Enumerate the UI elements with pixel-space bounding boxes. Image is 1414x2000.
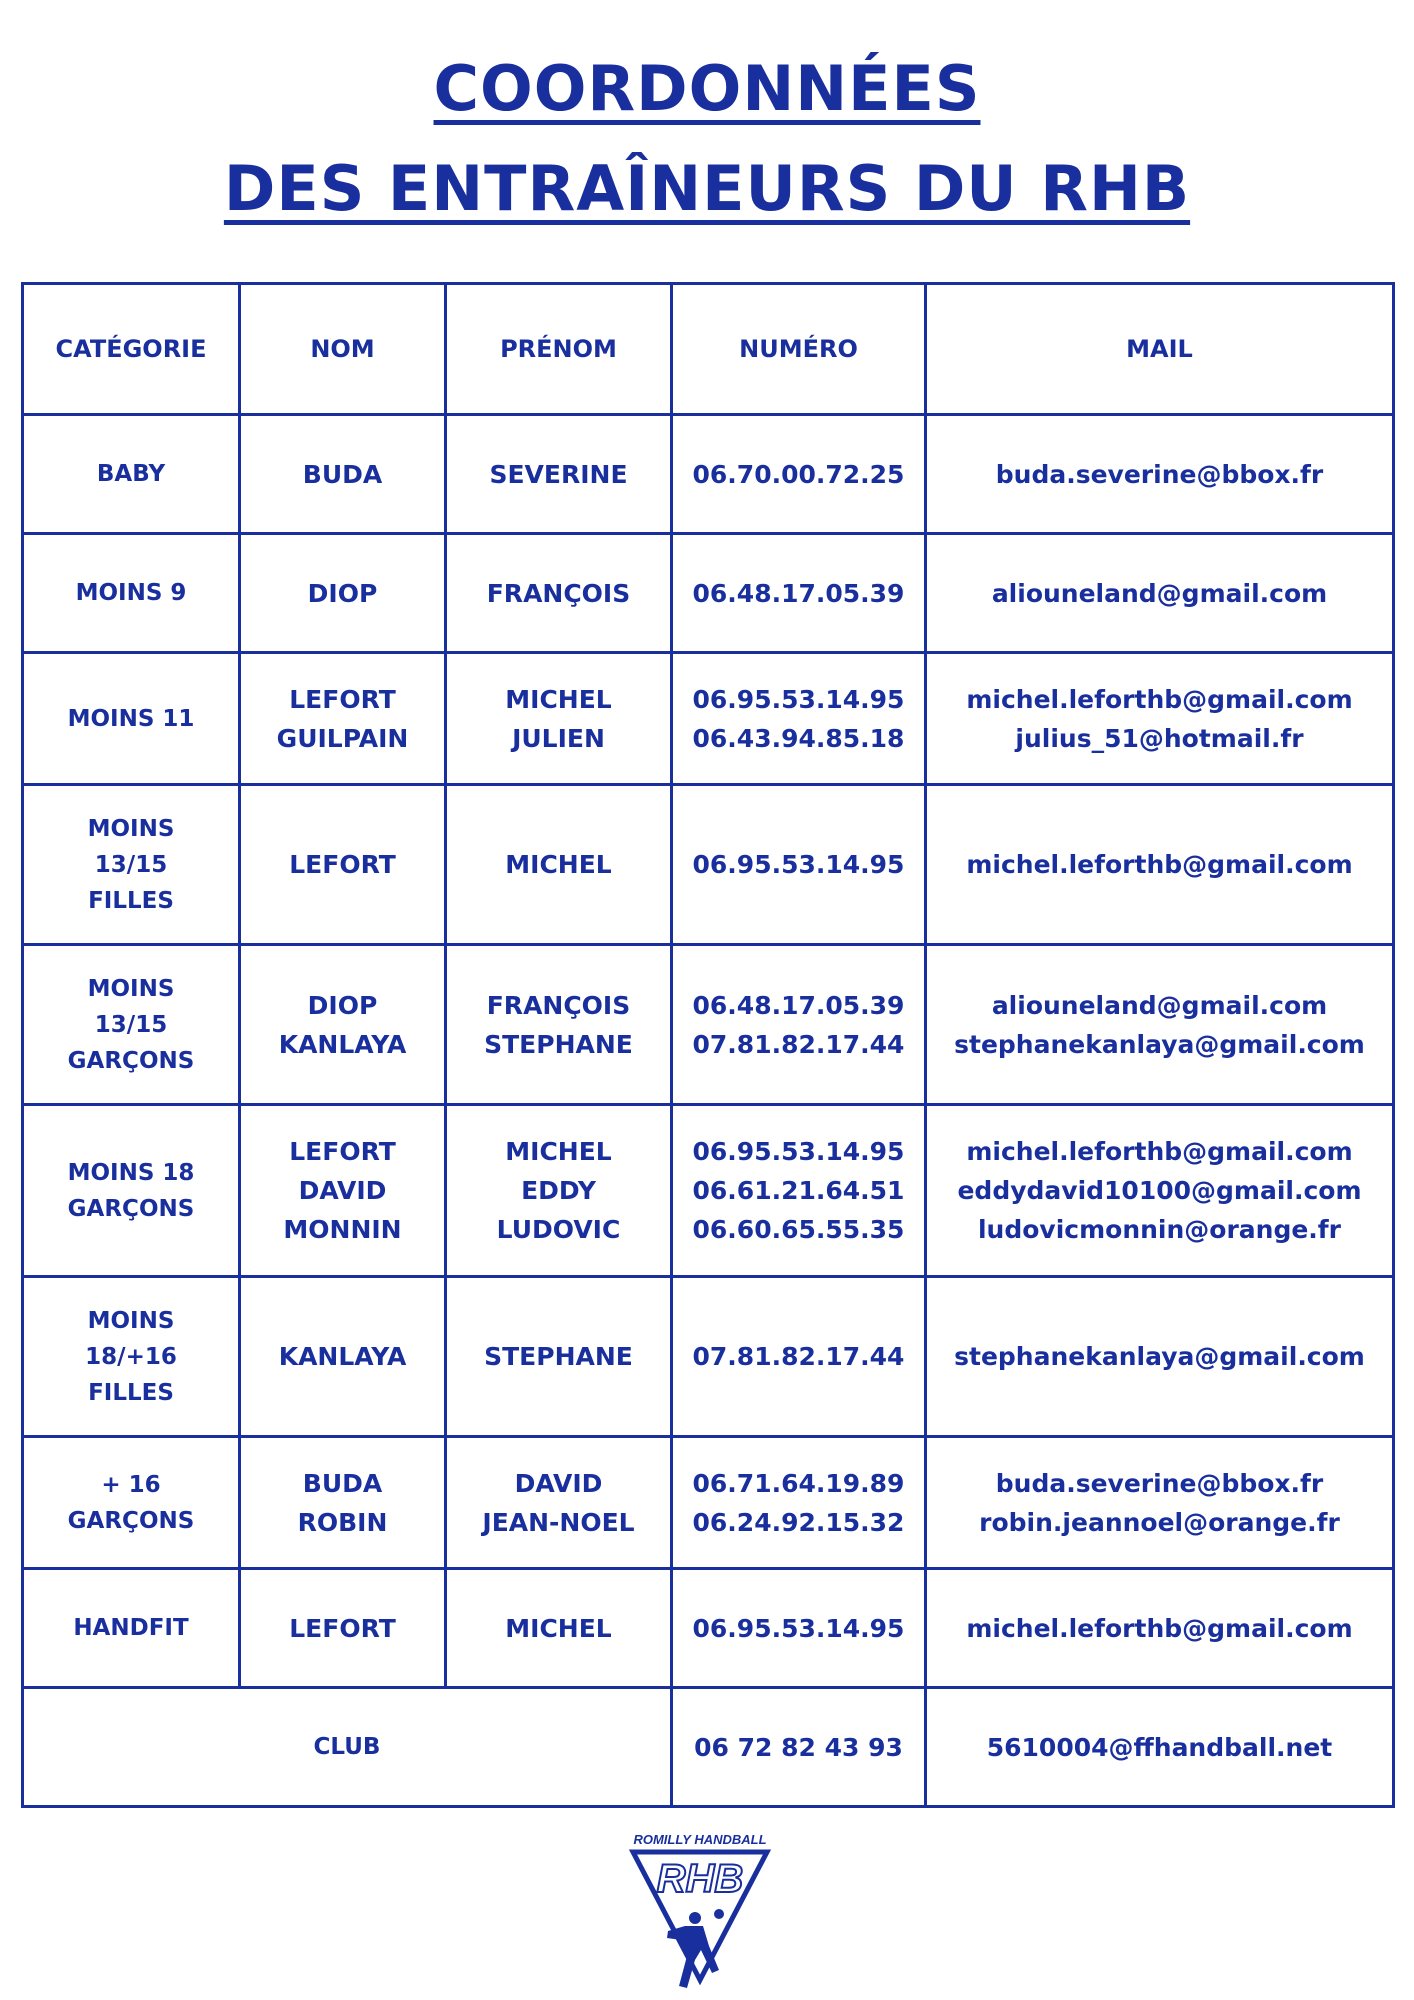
cell-categorie xyxy=(23,1437,240,1569)
table-header-row xyxy=(23,284,1394,415)
cell-prenom xyxy=(446,1105,672,1277)
cell-prenom xyxy=(446,1569,672,1688)
cell-prenom-line: LUDOVIC xyxy=(496,1215,621,1244)
cell-categorie-line: MOINS 9 xyxy=(75,580,187,606)
cell-mail xyxy=(926,1105,1394,1277)
cell-numero-line: 06.95.53.14.95 xyxy=(692,1137,905,1166)
cell-nom xyxy=(240,945,446,1105)
cell-nom-line: KANLAYA xyxy=(278,1029,407,1059)
cell-numero xyxy=(672,945,926,1105)
cell-prenom xyxy=(446,785,672,945)
cell-mail-line[interactable]: aliouneland@gmail.com xyxy=(991,578,1328,608)
cell-mail-line[interactable]: ludovicmonnin@orange.fr xyxy=(977,1215,1342,1244)
cell-categorie-line: MOINS 18 xyxy=(67,1159,195,1186)
cell-mail-line[interactable]: buda.severine@bbox.fr xyxy=(995,1468,1324,1498)
cell-numero xyxy=(672,1569,926,1688)
table-row xyxy=(23,1105,1394,1277)
cell-numero-line: 06.61.21.64.51 xyxy=(692,1176,905,1205)
cell-numero-line: 06.43.94.85.18 xyxy=(692,723,905,753)
cell-numero-line: 06.95.53.14.95 xyxy=(692,1613,905,1643)
page-title-line-1: COORDONNÉES xyxy=(433,52,981,125)
cell-prenom-line: MICHEL xyxy=(505,850,612,879)
cell-mail xyxy=(926,653,1394,785)
table-row xyxy=(23,534,1394,653)
cell-prenom-line: DAVID xyxy=(514,1468,603,1498)
cell-categorie-line: HANDFIT xyxy=(73,1615,189,1641)
cell-nom xyxy=(240,785,446,945)
header-mail: MAIL xyxy=(926,284,1394,415)
table-row xyxy=(23,1277,1394,1437)
cell-categorie-line: FILLES xyxy=(88,1379,174,1406)
table-row xyxy=(23,1437,1394,1569)
cell-numero xyxy=(672,653,926,785)
cell-prenom-line: MICHEL xyxy=(505,684,612,714)
cell-prenom xyxy=(446,415,672,534)
table-row xyxy=(23,415,1394,534)
cell-mail-line[interactable]: buda.severine@bbox.fr xyxy=(995,459,1324,489)
cell-numero xyxy=(672,1105,926,1277)
cell-categorie-line: MOINS xyxy=(87,975,175,1002)
cell-numero xyxy=(672,534,926,653)
cell-nom-line: LEFORT xyxy=(289,1137,396,1166)
cell-numero-line: 06.95.53.14.95 xyxy=(692,850,905,879)
cell-prenom-line: JULIEN xyxy=(512,723,605,753)
cell-categorie xyxy=(23,653,240,785)
cell-mail xyxy=(926,1569,1394,1688)
cell-categorie-line: GARÇONS xyxy=(67,1047,195,1074)
cell-nom-line: DIOP xyxy=(307,578,378,608)
cell-numero-line: 06.95.53.14.95 xyxy=(692,684,905,714)
cell-nom-line: BUDA xyxy=(302,459,383,489)
cell-categorie xyxy=(23,1277,240,1437)
cell-mail-line[interactable]: stephanekanlaya@gmail.com xyxy=(954,1029,1365,1059)
cell-nom xyxy=(240,1569,446,1688)
cell-numero xyxy=(672,785,926,945)
cell-mail-line[interactable]: michel.leforthb@gmail.com xyxy=(966,1137,1353,1166)
cell-categorie xyxy=(23,945,240,1105)
cell-prenom-line: STEPHANE xyxy=(484,1029,633,1059)
cell-categorie-line: MOINS 11 xyxy=(67,705,195,732)
cell-numero xyxy=(672,1277,926,1437)
cell-nom-line: LEFORT xyxy=(289,684,396,714)
header-categorie: CATÉGORIE xyxy=(23,284,240,415)
rhb-logo xyxy=(615,1830,785,1995)
cell-categorie xyxy=(23,785,240,945)
cell-nom xyxy=(240,1277,446,1437)
cell-mail xyxy=(926,415,1394,534)
cell-prenom-line: FRANÇOIS xyxy=(486,578,631,608)
cell-mail-line[interactable]: julius_51@hotmail.fr xyxy=(1015,723,1304,753)
table-row xyxy=(23,1569,1394,1688)
cell-prenom-line: JEAN-NOEL xyxy=(482,1507,635,1537)
cell-mail-line[interactable]: michel.leforthb@gmail.com xyxy=(966,1613,1353,1643)
cell-categorie-line: BABY xyxy=(96,461,166,487)
cell-mail xyxy=(926,945,1394,1105)
cell-mail-line[interactable]: michel.leforthb@gmail.com xyxy=(966,850,1353,879)
club-row xyxy=(23,1688,1394,1807)
cell-nom-line: MONNIN xyxy=(283,1215,402,1244)
page-title-line-2: DES ENTRAÎNEURS DU RHB xyxy=(223,152,1191,225)
cell-categorie-line: MOINS xyxy=(87,815,175,842)
cell-categorie xyxy=(23,1569,240,1688)
cell-mail xyxy=(926,1277,1394,1437)
logo-letters: RHB xyxy=(656,1857,744,1901)
cell-categorie-line: FILLES xyxy=(88,887,174,914)
cell-categorie xyxy=(23,534,240,653)
cell-prenom xyxy=(446,1277,672,1437)
cell-nom-line: ROBIN xyxy=(297,1507,388,1537)
table-row xyxy=(23,653,1394,785)
cell-mail-line[interactable]: robin.jeannoel@orange.fr xyxy=(979,1507,1340,1537)
cell-mail-line[interactable]: stephanekanlaya@gmail.com xyxy=(954,1342,1365,1371)
cell-numero-line: 06.24.92.15.32 xyxy=(692,1507,905,1537)
cell-nom-line: KANLAYA xyxy=(278,1342,407,1371)
cell-numero-line: 06.48.17.05.39 xyxy=(692,578,905,608)
cell-mail xyxy=(926,534,1394,653)
cell-categorie-line: GARÇONS xyxy=(67,1507,195,1534)
cell-nom-line: DIOP xyxy=(307,990,378,1020)
cell-categorie-line: 18/+16 xyxy=(85,1343,177,1370)
club-mail[interactable]: 5610004@ffhandball.net xyxy=(926,1688,1394,1807)
cell-categorie-line: 13/15 xyxy=(94,1011,168,1038)
coaches-table xyxy=(21,282,1395,1808)
header-numero: NUMÉRO xyxy=(672,284,926,415)
cell-numero-line: 06.70.00.72.25 xyxy=(692,459,905,489)
cell-nom-line: GUILPAIN xyxy=(276,723,409,753)
cell-mail xyxy=(926,1437,1394,1569)
cell-nom-line: LEFORT xyxy=(289,850,396,879)
cell-prenom xyxy=(446,534,672,653)
cell-nom-line: BUDA xyxy=(302,1468,383,1498)
club-label: CLUB xyxy=(23,1688,672,1807)
cell-nom xyxy=(240,653,446,785)
cell-numero-line: 07.81.82.17.44 xyxy=(692,1029,905,1059)
cell-mail-line[interactable]: michel.leforthb@gmail.com xyxy=(966,684,1353,714)
cell-nom xyxy=(240,1437,446,1569)
logo-top-text: ROMILLY HANDBALL xyxy=(633,1832,767,1847)
cell-categorie-line: GARÇONS xyxy=(67,1195,195,1222)
cell-categorie xyxy=(23,1105,240,1277)
cell-nom xyxy=(240,1105,446,1277)
cell-mail-line[interactable]: eddydavid10100@gmail.com xyxy=(957,1176,1362,1205)
table-row xyxy=(23,945,1394,1105)
cell-numero-line: 07.81.82.17.44 xyxy=(692,1342,905,1371)
header-nom: NOM xyxy=(240,284,446,415)
cell-nom-line: DAVID xyxy=(298,1176,387,1205)
cell-prenom-line: STEPHANE xyxy=(484,1342,633,1371)
cell-prenom xyxy=(446,1437,672,1569)
cell-categorie-line: MOINS xyxy=(87,1307,175,1334)
cell-prenom xyxy=(446,653,672,785)
cell-mail-line[interactable]: aliouneland@gmail.com xyxy=(991,990,1328,1020)
cell-numero-line: 06.48.17.05.39 xyxy=(692,990,905,1020)
cell-nom xyxy=(240,534,446,653)
cell-nom xyxy=(240,415,446,534)
cell-numero-line: 06.71.64.19.89 xyxy=(692,1468,905,1498)
cell-nom-line: LEFORT xyxy=(289,1613,396,1643)
cell-numero xyxy=(672,1437,926,1569)
club-numero: 06 72 82 43 93 xyxy=(672,1688,926,1807)
cell-prenom-line: FRANÇOIS xyxy=(486,990,631,1020)
cell-categorie-line: + 16 xyxy=(101,1471,161,1498)
cell-categorie-line: 13/15 xyxy=(94,851,168,878)
cell-prenom-line: MICHEL xyxy=(505,1613,612,1643)
cell-numero-line: 06.60.65.55.35 xyxy=(692,1215,905,1244)
cell-categorie xyxy=(23,415,240,534)
cell-prenom-line: EDDY xyxy=(521,1176,596,1205)
cell-prenom-line: SEVERINE xyxy=(489,459,628,489)
table-row xyxy=(23,785,1394,945)
cell-prenom xyxy=(446,945,672,1105)
cell-numero xyxy=(672,415,926,534)
cell-prenom-line: MICHEL xyxy=(505,1137,612,1166)
cell-mail xyxy=(926,785,1394,945)
header-prenom: PRÉNOM xyxy=(446,284,672,415)
